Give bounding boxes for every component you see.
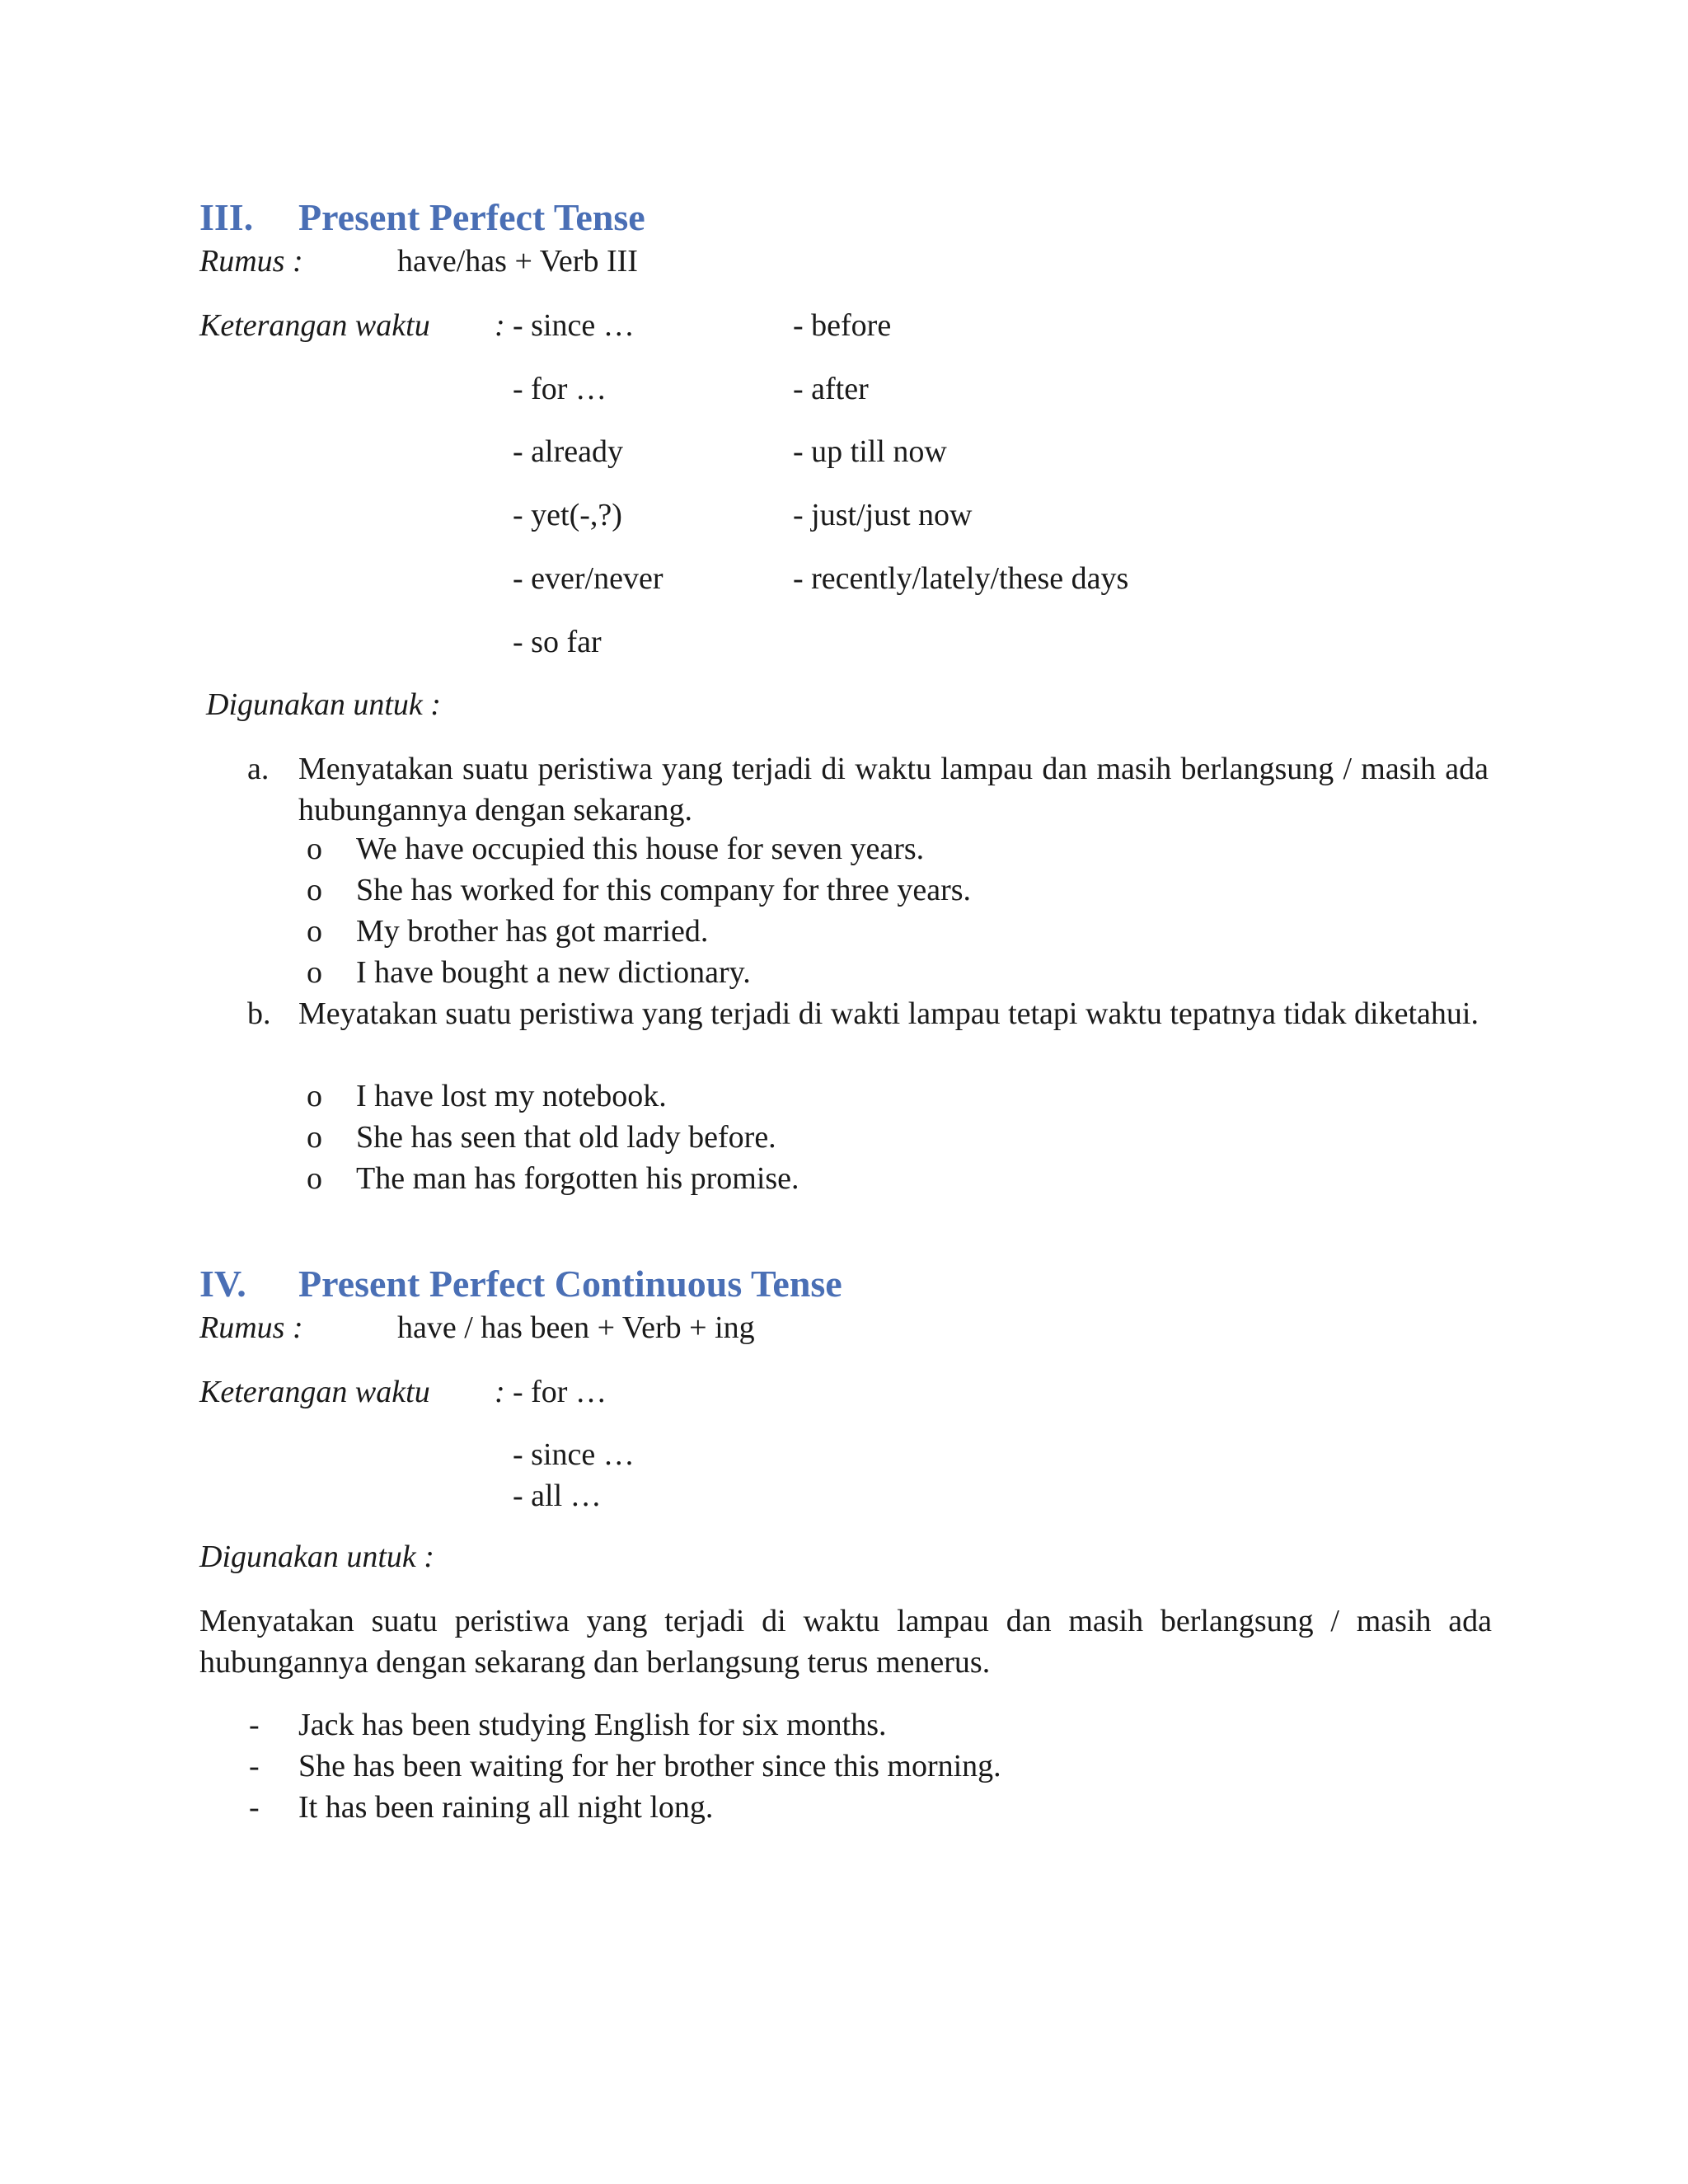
example-4-1: Jack has been studying English for six months.	[298, 1708, 887, 1742]
bullet-icon: o	[307, 955, 322, 990]
use-a-text: Menyatakan suatu peristiwa yang terjadi di waktu lampau dan masih berlangsung / masih ada hubungannya dengan sekarang.	[298, 752, 1489, 827]
example-a-1: We have occupied this house for seven years.	[356, 832, 925, 866]
section-3-title: Present Perfect Tense	[298, 196, 645, 238]
dash-bullet: -	[249, 1790, 260, 1825]
use-a-marker: a.	[247, 752, 270, 786]
bullet-icon: o	[307, 914, 322, 949]
example-b-1: I have lost my notebook.	[356, 1079, 667, 1113]
example-a-3: My brother has got married.	[356, 914, 709, 949]
time-marker-ever-never: - ever/never	[513, 561, 663, 596]
section-3-digunakan-label: Digunakan untuk :	[206, 687, 441, 722]
section-3-keterangan-label: Keterangan waktu	[199, 308, 430, 343]
section-4-title: Present Perfect Continuous Tense	[298, 1263, 842, 1305]
time-marker-all: - all …	[513, 1479, 602, 1513]
example-a-2: She has worked for this company for three years.	[356, 873, 972, 907]
section-4-description: Menyatakan suatu peristiwa yang terjadi di waktu lampau dan masih berlangsung / masih ada hubungannya dengan sekarang dan berlangsung terus menerus.	[199, 1604, 1492, 1680]
section-4-keterangan-colon: :	[495, 1375, 505, 1409]
time-marker-since: - since …	[513, 308, 635, 343]
section-3-number: III.	[199, 196, 254, 238]
section-4-rumus-label: Rumus :	[199, 1310, 303, 1345]
time-marker-yet: - yet(-,?)	[513, 498, 622, 532]
time-marker-since: - since …	[513, 1437, 635, 1472]
bullet-icon: o	[307, 1079, 322, 1113]
section-4-keterangan-label: Keterangan waktu	[199, 1375, 430, 1409]
example-4-2: She has been waiting for her brother since this morning.	[298, 1749, 1001, 1783]
time-marker-recently: - recently/lately/these days	[793, 561, 1129, 596]
example-a-4: I have bought a new dictionary.	[356, 955, 751, 990]
time-marker-already: - already	[513, 434, 623, 469]
bullet-icon: o	[307, 1120, 322, 1155]
time-marker-after: - after	[793, 372, 869, 406]
time-marker-for: - for …	[513, 372, 607, 406]
bullet-icon: o	[307, 1161, 322, 1196]
section-4-digunakan-label: Digunakan untuk :	[199, 1540, 434, 1574]
section-3-rumus-value: have/has + Verb III	[397, 244, 638, 279]
use-b-text: Meyatakan suatu peristiwa yang terjadi di wakti lampau tetapi waktu tepatnya tidak diketahui.	[298, 996, 1479, 1031]
example-b-3: The man has forgotten his promise.	[356, 1161, 799, 1196]
example-b-2: She has seen that old lady before.	[356, 1120, 776, 1155]
section-3-keterangan-colon: :	[495, 308, 505, 343]
example-4-3: It has been raining all night long.	[298, 1790, 714, 1825]
dash-bullet: -	[249, 1749, 260, 1783]
bullet-icon: o	[307, 832, 322, 866]
time-marker-just-now: - just/just now	[793, 498, 973, 532]
use-b-marker: b.	[247, 996, 271, 1031]
dash-bullet: -	[249, 1708, 260, 1742]
time-marker-for: - for …	[513, 1375, 607, 1409]
time-marker-before: - before	[793, 308, 892, 343]
bullet-icon: o	[307, 873, 322, 907]
section-4-rumus-value: have / has been + Verb + ing	[397, 1310, 755, 1345]
time-marker-up-till-now: - up till now	[793, 434, 947, 469]
time-marker-so-far: - so far	[513, 625, 602, 659]
section-3-rumus-label: Rumus :	[199, 244, 303, 279]
section-4-number: IV.	[199, 1263, 246, 1305]
